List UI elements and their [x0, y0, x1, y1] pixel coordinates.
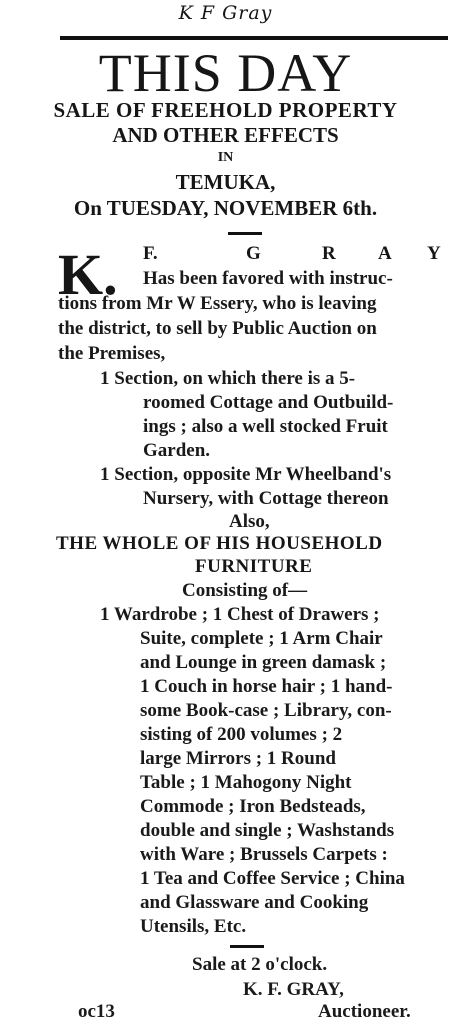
spaced-letter-3: R — [322, 243, 336, 264]
furniture-line: and Glassware and Cooking — [140, 892, 369, 913]
furniture-line: large Mirrors ; 1 Round — [140, 748, 336, 769]
ad-code: oc13 — [78, 1001, 115, 1022]
auctioneer-title: Auctioneer. — [318, 1001, 411, 1022]
auctioneer-name: K. F. GRAY, — [243, 979, 344, 1000]
header-name: K F Gray — [178, 2, 273, 24]
footer-rule — [230, 945, 264, 948]
subtitle-in: IN — [217, 150, 234, 165]
furniture-line: 1 Wardrobe ; 1 Chest of Drawers ; — [100, 604, 380, 625]
furniture-line: some Book-case ; Library, con- — [140, 700, 392, 721]
item1-line-3: ings ; also a well stocked Fruit — [143, 416, 388, 437]
item2-line-2: Nursery, with Cottage thereon — [143, 488, 389, 509]
furniture-line: Commode ; Iron Bedsteads, — [140, 796, 366, 817]
item1-line-2: roomed Cottage and Outbuild- — [143, 392, 394, 413]
spaced-letter-2: G — [246, 243, 261, 264]
section-rule — [228, 232, 262, 235]
spaced-letter-4: A — [378, 243, 392, 264]
furniture-line: 1 Couch in horse hair ; 1 hand- — [140, 676, 393, 697]
furniture-line: with Ware ; Brussels Carpets : — [140, 844, 388, 865]
intro-line-1: Has been favored with instruc- — [143, 268, 393, 289]
subtitle-line1: SALE OF FREEHOLD PROPERTY — [53, 98, 398, 122]
intro-line-3: the district, to sell by Public Auction on — [58, 318, 377, 339]
furniture-line: Table ; 1 Mahogony Night — [140, 772, 352, 793]
item1-line-4: Garden. — [143, 440, 211, 461]
furniture-line: Suite, complete ; 1 Arm Chair — [140, 628, 383, 649]
subtitle-place: TEMUKA, — [175, 170, 276, 194]
also-label: Also, — [229, 511, 270, 532]
intro-line-4: the Premises, — [58, 343, 166, 364]
furniture-line: Utensils, Etc. — [140, 916, 247, 937]
sale-time: Sale at 2 o'clock. — [192, 954, 328, 975]
spaced-letter-1: F. — [143, 243, 158, 264]
header-rule — [60, 36, 448, 40]
intro-line-2: tions from Mr W Essery, who is leaving — [58, 293, 377, 314]
consisting-label: Consisting of— — [182, 580, 308, 601]
furniture-heading-1: THE WHOLE OF HIS HOUSEHOLD — [56, 533, 383, 554]
item2-line-1: 1 Section, opposite Mr Wheelband's — [100, 464, 392, 485]
furniture-heading-2: FURNITURE — [195, 556, 313, 577]
spaced-letter-5: Y — [427, 243, 441, 264]
furniture-line: double and single ; Washstands — [140, 820, 395, 841]
subtitle-date: On TUESDAY, NOVEMBER 6th. — [73, 196, 378, 220]
dropcap: K. — [58, 242, 118, 307]
page-title: THIS DAY — [98, 43, 353, 103]
furniture-line: and Lounge in green damask ; — [140, 652, 387, 673]
furniture-line: 1 Tea and Coffee Service ; China — [140, 868, 405, 889]
subtitle-line2: AND OTHER EFFECTS — [112, 123, 339, 147]
item1-line-1: 1 Section, on which there is a 5- — [100, 368, 356, 389]
furniture-line: sisting of 200 volumes ; 2 — [140, 724, 343, 745]
